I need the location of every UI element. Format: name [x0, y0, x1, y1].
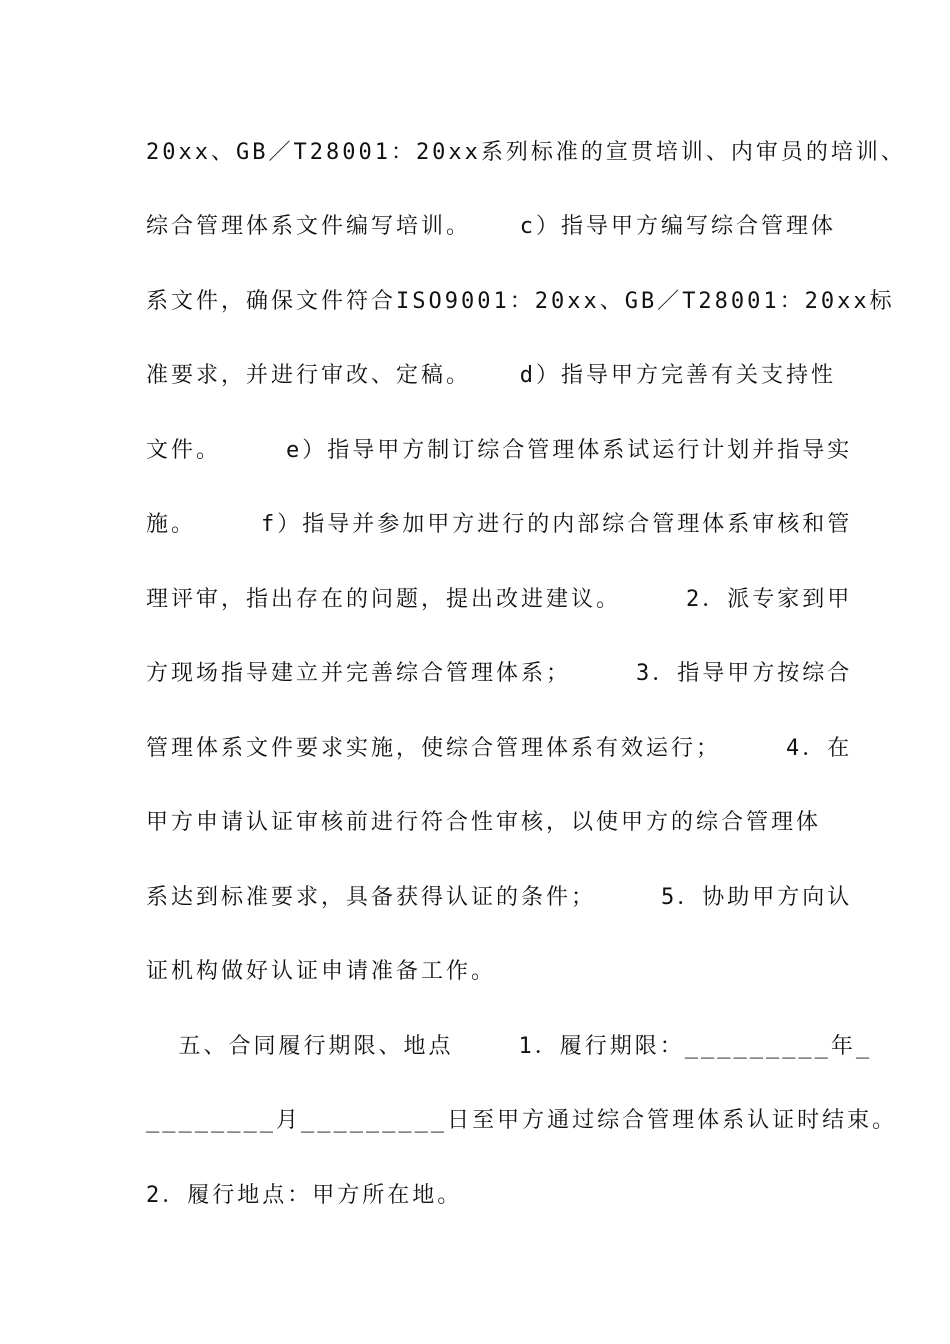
- text-line: 甲方申请认证审核前进行符合性审核，以使甲方的综合管理体: [146, 810, 822, 835]
- text-line: ________月_________日至甲方通过综合管理体系认证时结束。: [146, 1108, 898, 1133]
- text-line: 管理体系文件要求实施，使综合管理体系有效运行； 4．在: [146, 736, 853, 761]
- text-line: 2．履行地点：甲方所在地。: [146, 1183, 463, 1208]
- text-line: 施。 f）指导并参加甲方进行的内部综合管理体系审核和管: [146, 512, 853, 537]
- text-line: 证机构做好认证申请准备工作。: [146, 959, 497, 984]
- text-line: 20xx、GB／T28001：20xx系列标准的宣贯培训、内审员的培训、: [146, 140, 906, 165]
- text-line: 理评审，指出存在的问题，提出改进建议。 2．派专家到甲: [146, 587, 853, 612]
- text-line: 文件。 e）指导甲方制订综合管理体系试运行计划并指导实: [146, 438, 853, 463]
- text-line: 准要求，并进行审改、定稿。 d）指导甲方完善有关支持性: [146, 363, 836, 388]
- section-heading-line: 五、合同履行期限、地点 1．履行期限：_________年_: [146, 1034, 873, 1059]
- text-line: 系文件，确保文件符合ISO9001：20xx、GB／T28001：20xx标: [146, 289, 895, 314]
- text-line: 方现场指导建立并完善综合管理体系； 3．指导甲方按综合: [146, 661, 853, 686]
- text-line: 综合管理体系文件编写培训。 c）指导甲方编写综合管理体: [146, 214, 836, 239]
- text-line: 系达到标准要求，具备获得认证的条件； 5．协助甲方向认: [146, 885, 853, 910]
